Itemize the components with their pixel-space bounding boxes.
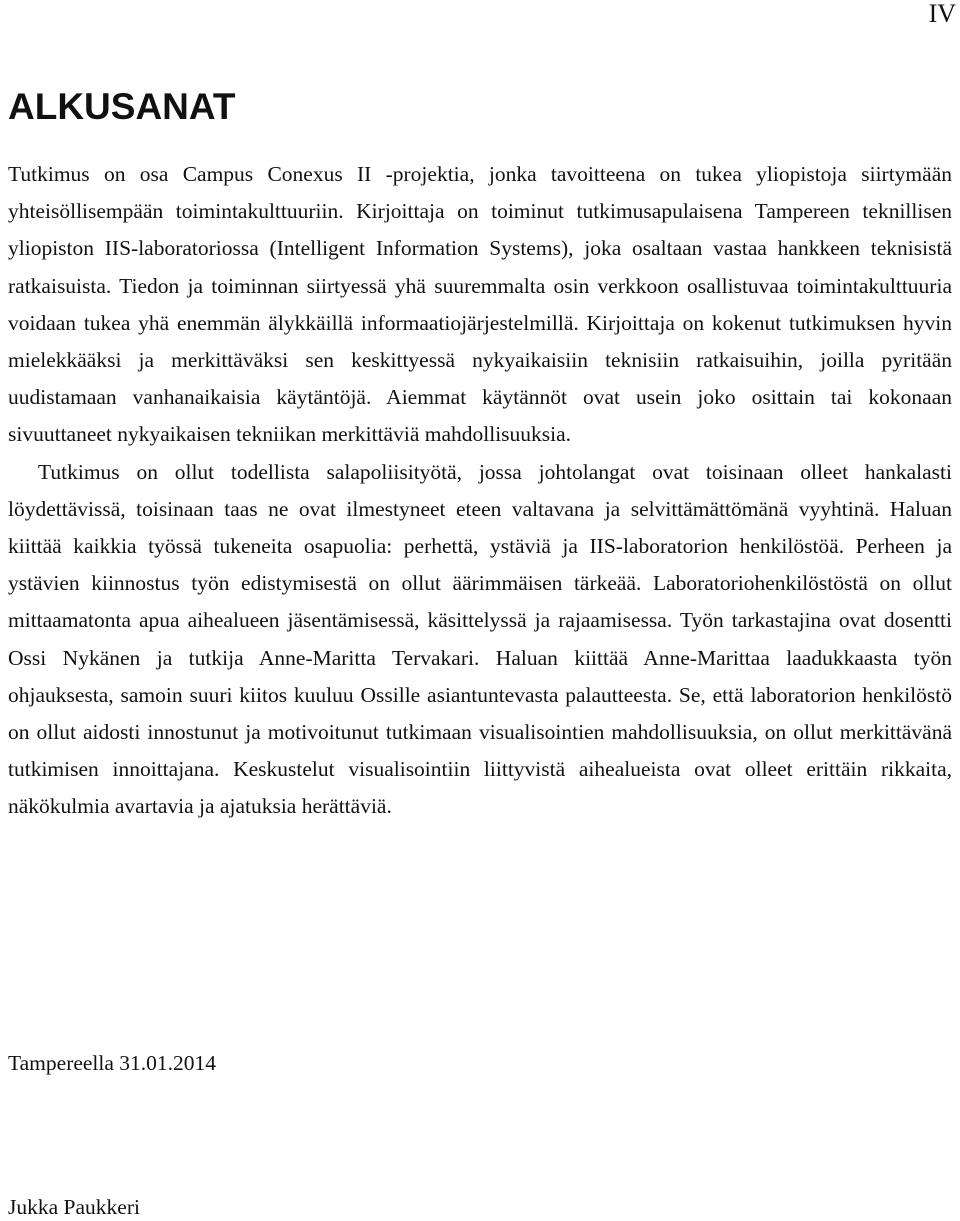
author-name: Jukka Paukkeri [8,1195,140,1219]
body-text [8,156,952,826]
paragraph-acknowledgements: Tutkimus on ollut todellista salapoliisityötä, jossa johtolangat ovat toisinaan olleet hankalasti löydettävissä, toisinaan taas ne ovat ilmestyneet eteen valtavana ja selvittämättömänä vyyhtinä. Haluan kiittää kaikkia työssä tukeneita osapuolia: perhettä, ystäviä ja IIS-laboratorion henkilöstöä. Perheen ja ystävien kiinnostus työn edistymisestä on ollut äärimmäisen tärkeää. Laboratoriohenkilöstöstä on ollut mittaamatonta apua aihealueen jäsentämisessä, käsittelyssä ja rajaamisessa. Työn tarkastajina ovat dosentti Ossi Nykänen ja tutkija Anne-Maritta Tervakari. Haluan kiittää Anne-Marittaa laadukkaasta työn ohjauksesta, samoin suuri kiitos kuuluu Ossille asiantuntevasta palautteesta. Se, että laboratorion henkilöstö on ollut aidosti innostunut ja motivoitunut tutkimaan visualisointien mahdollisuuksia, on ollut merkittävänä tutkimisen innoittajana. Keskustelut visualisointiin liittyvistä aihealueista ovat olleet erittäin rikkaita, näkökulmia avartavia ja ajatuksia herättäviä. [8,459,952,819]
paragraph-intro: Tutkimus on osa Campus Conexus II -projektia, jonka tavoitteena on tukea yliopistoja siirtymään yhteisöllisempään toimintakulttuuriin. Kirjoittaja on toiminut tutkimusapulaisena Tampereen teknillisen yliopiston IIS-laboratoriossa (Intelligent Information Systems), joka osaltaan vastaa hankkeen teknisistä ratkaisuista. Tiedon ja toiminnan siirtyessä yhä suuremmalta osin verkkoon osallistuvaa toimintakulttuuria voidaan tukea yhä enemmän älykkäillä informaatiojärjestelmillä. Kirjoittaja on kokenut tutkimuksen hyvin mielekkääksi ja merkittäväksi sen keskittyessä nykyaikaisiin teknisiin ratkaisuihin, joilla pyritään uudistamaan vanhanaikaisia käytäntöjä. Aiemmat käytännöt ovat usein joko osittain tai kokonaan sivuuttaneet nykyaikaisen tekniikan merkittäviä mahdollisuuksia. [8,162,952,447]
place-date: Tampereella 31.01.2014 [8,1051,217,1075]
page-number: IV [928,0,956,28]
page-title: ALKUSANAT [8,86,236,127]
